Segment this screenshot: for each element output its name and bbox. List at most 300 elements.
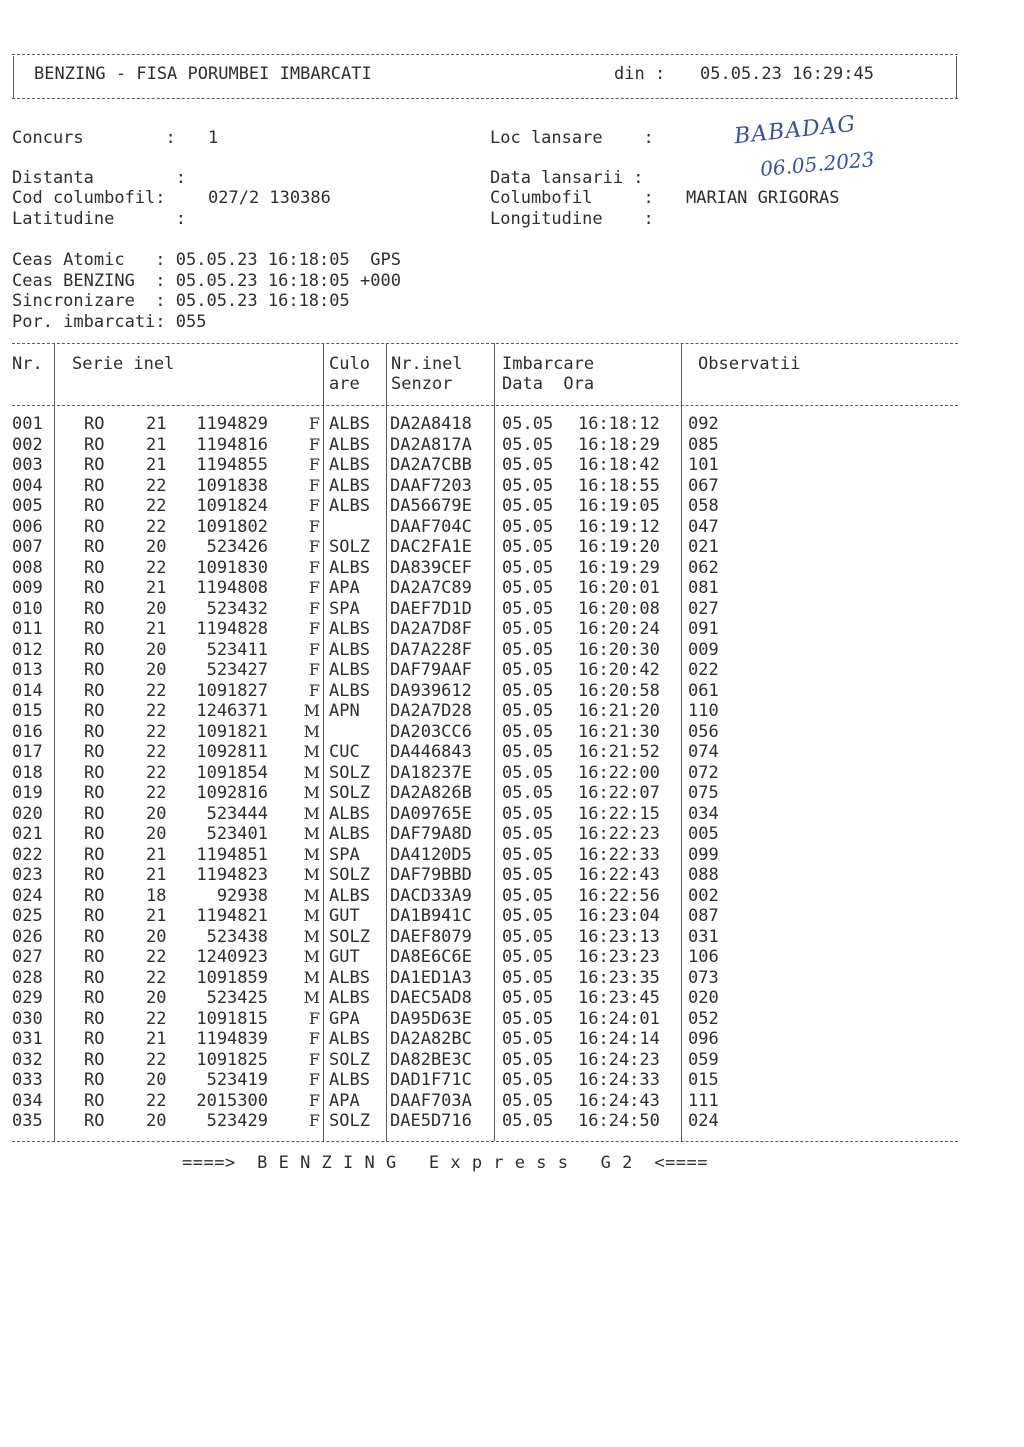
distanta-label: Distanta : xyxy=(12,168,186,188)
cell-an: 22 xyxy=(146,496,167,516)
cell-observatii: 056 xyxy=(688,721,719,742)
cell-nr: 019 xyxy=(12,783,43,803)
cell-culoare: ALBS xyxy=(329,639,370,660)
cell-ora: 16:24:43 xyxy=(578,1090,660,1111)
cell-senzor: DA2A826B xyxy=(390,783,472,803)
cell-observatii: 067 xyxy=(688,475,719,496)
cell-sex: F xyxy=(308,619,320,638)
cell-observatii: 087 xyxy=(688,906,719,926)
cell-sex: F xyxy=(308,475,320,495)
handwritten-date: 06.05.2023 xyxy=(759,147,876,181)
table-row xyxy=(0,804,1024,825)
cell-ora: 16:22:56 xyxy=(578,885,660,906)
cell-observatii: 015 xyxy=(688,1070,719,1090)
cell-observatii: 031 xyxy=(688,926,719,947)
cell-inel: 523427 xyxy=(206,660,268,680)
cell-ora: 16:22:43 xyxy=(578,865,660,885)
cell-data: 05.05 xyxy=(502,680,554,701)
cell-culoare: SOLZ xyxy=(329,762,370,783)
table-row xyxy=(0,496,1024,517)
cell-nr: 028 xyxy=(12,967,43,988)
cell-data: 05.05 xyxy=(502,516,554,537)
cell-sex: M xyxy=(303,824,320,843)
cell-culoare: ALBS xyxy=(329,475,370,496)
cell-culoare: ALBS xyxy=(329,619,370,639)
cell-culoare: SOLZ xyxy=(329,1049,370,1070)
cell-tara: RO xyxy=(84,557,105,578)
cell-sex: M xyxy=(303,885,320,905)
cell-ora: 16:23:35 xyxy=(578,967,660,988)
cell-sex: M xyxy=(303,762,320,782)
cell-inel: 1194821 xyxy=(196,906,268,926)
cell-sex: M xyxy=(303,988,320,1007)
cell-inel: 523432 xyxy=(206,598,268,619)
cell-tara: RO xyxy=(84,844,105,865)
cell-inel: 523419 xyxy=(206,1070,268,1090)
cell-culoare: SPA xyxy=(329,844,360,865)
cell-observatii: 058 xyxy=(688,496,719,516)
cell-data: 05.05 xyxy=(502,721,554,742)
cell-sex: F xyxy=(308,639,320,659)
table-header-rule xyxy=(12,405,958,406)
cell-senzor: DA7A228F xyxy=(390,639,472,660)
cell-an: 20 xyxy=(146,660,167,680)
cell-tara: RO xyxy=(84,455,105,475)
cell-ora: 16:19:05 xyxy=(578,496,660,516)
cell-data: 05.05 xyxy=(502,1111,554,1131)
cell-inel: 523425 xyxy=(206,988,268,1008)
cell-culoare: APA xyxy=(329,1090,360,1111)
table-row xyxy=(0,845,1024,866)
cell-nr: 005 xyxy=(12,496,43,516)
cell-nr: 026 xyxy=(12,926,43,947)
cell-nr: 011 xyxy=(12,619,43,639)
cell-culoare: GPA xyxy=(329,1008,360,1029)
cell-tara: RO xyxy=(84,926,105,947)
cell-sex: M xyxy=(303,742,320,761)
cell-observatii: 091 xyxy=(688,619,719,639)
cell-tara: RO xyxy=(84,1029,105,1049)
header-observatii: Observatii xyxy=(698,354,801,374)
cell-sex: M xyxy=(303,967,320,987)
cell-observatii: 099 xyxy=(688,844,719,865)
cell-senzor: DAF79BBD xyxy=(390,865,472,885)
cell-ora: 16:24:14 xyxy=(578,1029,660,1049)
table-row xyxy=(0,414,1024,435)
header-nr-inel: Nr.inel xyxy=(391,354,463,374)
cell-inel: 1194851 xyxy=(196,844,268,865)
table-row xyxy=(0,763,1024,784)
cell-an: 22 xyxy=(146,721,167,742)
table-row xyxy=(0,1009,1024,1030)
cell-ora: 16:22:15 xyxy=(578,803,660,824)
cell-senzor: DA1ED1A3 xyxy=(390,967,472,988)
cell-observatii: 052 xyxy=(688,1008,719,1029)
cell-senzor: DA2A7C89 xyxy=(390,578,472,598)
cell-observatii: 009 xyxy=(688,639,719,660)
cell-data: 05.05 xyxy=(502,639,554,660)
cell-inel: 523444 xyxy=(206,803,268,824)
cell-data: 05.05 xyxy=(502,885,554,906)
cell-inel: 1091821 xyxy=(196,721,268,742)
cell-sex: F xyxy=(308,1111,320,1130)
cell-culoare: SPA xyxy=(329,598,360,619)
cell-sex: M xyxy=(303,947,320,966)
cell-tara: RO xyxy=(84,619,105,639)
cell-ora: 16:23:13 xyxy=(578,926,660,947)
longitudine-label: Longitudine : xyxy=(490,209,654,229)
cell-nr: 024 xyxy=(12,885,43,906)
cell-data: 05.05 xyxy=(502,1008,554,1029)
cell-ora: 16:20:30 xyxy=(578,639,660,660)
cell-culoare: SOLZ xyxy=(329,537,370,557)
cell-data: 05.05 xyxy=(502,619,554,639)
cell-an: 21 xyxy=(146,619,167,639)
cell-senzor: DA4120D5 xyxy=(390,844,472,865)
cell-ora: 16:21:30 xyxy=(578,721,660,742)
footer-benzing-express: ====> B E N Z I N G E x p r e s s G 2 <==== xyxy=(182,1153,709,1173)
cell-observatii: 106 xyxy=(688,947,719,967)
cell-inel: 523426 xyxy=(206,537,268,557)
cell-ora: 16:22:07 xyxy=(578,783,660,803)
cell-nr: 010 xyxy=(12,598,43,619)
cell-data: 05.05 xyxy=(502,578,554,598)
cell-ora: 16:23:23 xyxy=(578,947,660,967)
cell-nr: 016 xyxy=(12,721,43,742)
document-title: BENZING - FISA PORUMBEI IMBARCATI xyxy=(34,64,372,84)
table-row xyxy=(0,1029,1024,1050)
table-row xyxy=(0,660,1024,681)
cell-ora: 16:19:29 xyxy=(578,557,660,578)
cell-senzor: DA939612 xyxy=(390,680,472,701)
cell-senzor: DAAF704C xyxy=(390,516,472,537)
cell-tara: RO xyxy=(84,885,105,906)
cell-an: 20 xyxy=(146,988,167,1008)
cell-culoare: ALBS xyxy=(329,803,370,824)
cell-data: 05.05 xyxy=(502,844,554,865)
cell-nr: 022 xyxy=(12,844,43,865)
cell-nr: 020 xyxy=(12,803,43,824)
cell-senzor: DA82BE3C xyxy=(390,1049,472,1070)
sincronizare-line: Sincronizare : 05.05.23 16:18:05 xyxy=(12,291,350,311)
cell-culoare: SOLZ xyxy=(329,926,370,947)
header-bottom-rule xyxy=(12,98,958,99)
cell-senzor: DA2A817A xyxy=(390,434,472,455)
table-row xyxy=(0,435,1024,456)
cell-sex: F xyxy=(308,496,320,515)
cell-ora: 16:24:33 xyxy=(578,1070,660,1090)
cell-an: 22 xyxy=(146,1008,167,1029)
cell-nr: 018 xyxy=(12,762,43,783)
cell-senzor: DAF79AAF xyxy=(390,660,472,680)
cell-tara: RO xyxy=(84,742,105,762)
header-nr: Nr. xyxy=(12,354,43,374)
cell-senzor: DA56679E xyxy=(390,496,472,516)
cell-nr: 033 xyxy=(12,1070,43,1090)
cell-ora: 16:24:23 xyxy=(578,1049,660,1070)
cell-inel: 1092811 xyxy=(196,742,268,762)
ceas-benzing-line: Ceas BENZING : 05.05.23 16:18:05 +000 xyxy=(12,271,401,291)
cell-culoare: ALBS xyxy=(329,660,370,680)
din-value: 05.05.23 16:29:45 xyxy=(700,64,874,84)
cell-observatii: 062 xyxy=(688,557,719,578)
table-body xyxy=(0,414,1024,1139)
cell-an: 20 xyxy=(146,803,167,824)
cell-nr: 007 xyxy=(12,537,43,557)
cell-nr: 021 xyxy=(12,824,43,844)
cell-ora: 16:18:55 xyxy=(578,475,660,496)
cell-inel: 1240923 xyxy=(196,947,268,967)
cell-senzor: DAAF703A xyxy=(390,1090,472,1111)
cell-tara: RO xyxy=(84,680,105,701)
cell-an: 21 xyxy=(146,578,167,598)
handwritten-location: BABADAG xyxy=(733,111,858,150)
cell-an: 22 xyxy=(146,967,167,988)
cell-sex: F xyxy=(308,598,320,618)
ceas-atomic-line: Ceas Atomic : 05.05.23 16:18:05 GPS xyxy=(12,250,401,270)
cell-ora: 16:20:24 xyxy=(578,619,660,639)
cell-senzor: DAEC5AD8 xyxy=(390,988,472,1008)
cell-ora: 16:20:08 xyxy=(578,598,660,619)
header-left-border xyxy=(13,56,14,98)
cell-ora: 16:18:29 xyxy=(578,434,660,455)
porumbei-imbarcati-line: Por. imbarcati: 055 xyxy=(12,312,207,332)
cell-an: 22 xyxy=(146,475,167,496)
cell-inel: 1091824 xyxy=(196,496,268,516)
cell-observatii: 020 xyxy=(688,988,719,1008)
cell-culoare: CUC xyxy=(329,742,360,762)
cell-inel: 523429 xyxy=(206,1111,268,1131)
header-culoare-2: are xyxy=(329,374,360,394)
cell-tara: RO xyxy=(84,721,105,742)
cell-sex: F xyxy=(308,455,320,474)
cell-tara: RO xyxy=(84,537,105,557)
table-row xyxy=(0,865,1024,886)
cell-culoare: GUT xyxy=(329,947,360,967)
cell-senzor: DA95D63E xyxy=(390,1008,472,1029)
cell-inel: 1194828 xyxy=(196,619,268,639)
cell-tara: RO xyxy=(84,434,105,455)
table-row xyxy=(0,1111,1024,1132)
cell-tara: RO xyxy=(84,783,105,803)
concurs-label: Concurs : xyxy=(12,128,176,148)
cell-tara: RO xyxy=(84,1070,105,1090)
cell-sex: F xyxy=(308,557,320,577)
cell-data: 05.05 xyxy=(502,537,554,557)
cell-tara: RO xyxy=(84,598,105,619)
cell-tara: RO xyxy=(84,660,105,680)
table-row xyxy=(0,988,1024,1009)
table-row xyxy=(0,1091,1024,1112)
cell-inel: 1091815 xyxy=(196,1008,268,1029)
cell-nr: 002 xyxy=(12,434,43,455)
cell-data: 05.05 xyxy=(502,496,554,516)
cell-tara: RO xyxy=(84,988,105,1008)
cell-observatii: 024 xyxy=(688,1111,719,1131)
cell-an: 20 xyxy=(146,537,167,557)
cell-an: 21 xyxy=(146,1029,167,1049)
cell-observatii: 096 xyxy=(688,1029,719,1049)
cell-an: 22 xyxy=(146,701,167,721)
cell-tara: RO xyxy=(84,578,105,598)
table-row xyxy=(0,906,1024,927)
cell-ora: 16:19:12 xyxy=(578,516,660,537)
cell-data: 05.05 xyxy=(502,475,554,496)
cell-observatii: 085 xyxy=(688,434,719,455)
table-row xyxy=(0,578,1024,599)
cell-an: 22 xyxy=(146,1049,167,1070)
cell-data: 05.05 xyxy=(502,414,554,434)
cell-inel: 1092816 xyxy=(196,783,268,803)
cell-nr: 004 xyxy=(12,475,43,496)
cell-observatii: 081 xyxy=(688,578,719,598)
cell-culoare: ALBS xyxy=(329,414,370,434)
cell-inel: 1194829 xyxy=(196,414,268,434)
cell-inel: 1194823 xyxy=(196,865,268,885)
cell-senzor: DAF79A8D xyxy=(390,824,472,844)
cell-sex: M xyxy=(303,721,320,741)
cell-observatii: 072 xyxy=(688,762,719,783)
cell-data: 05.05 xyxy=(502,824,554,844)
header-data-ora: Data Ora xyxy=(502,374,595,394)
cell-culoare: SOLZ xyxy=(329,1111,370,1131)
cell-tara: RO xyxy=(84,414,105,434)
cell-tara: RO xyxy=(84,947,105,967)
cell-an: 21 xyxy=(146,906,167,926)
cell-observatii: 059 xyxy=(688,1049,719,1070)
cell-culoare: GUT xyxy=(329,906,360,926)
cell-an: 22 xyxy=(146,516,167,537)
cell-data: 05.05 xyxy=(502,742,554,762)
cell-senzor: DA2A7CBB xyxy=(390,455,472,475)
cell-nr: 006 xyxy=(12,516,43,537)
data-lansarii-label: Data lansarii : xyxy=(490,168,644,188)
cell-senzor: DAE5D716 xyxy=(390,1111,472,1131)
cell-inel: 1246371 xyxy=(196,701,268,721)
cell-inel: 1091854 xyxy=(196,762,268,783)
cell-nr: 008 xyxy=(12,557,43,578)
cell-senzor: DAAF7203 xyxy=(390,475,472,496)
cell-inel: 92938 xyxy=(216,885,268,906)
cell-sex: M xyxy=(303,865,320,884)
cell-ora: 16:22:23 xyxy=(578,824,660,844)
cell-ora: 16:20:58 xyxy=(578,680,660,701)
cell-tara: RO xyxy=(84,967,105,988)
table-row xyxy=(0,927,1024,948)
cell-senzor: DA8E6C6E xyxy=(390,947,472,967)
cell-senzor: DA839CEF xyxy=(390,557,472,578)
cell-culoare: ALBS xyxy=(329,496,370,516)
table-row xyxy=(0,1070,1024,1091)
cell-observatii: 092 xyxy=(688,414,719,434)
cell-sex: F xyxy=(308,537,320,556)
cell-an: 20 xyxy=(146,926,167,947)
cell-culoare: ALBS xyxy=(329,967,370,988)
cell-culoare: ALBS xyxy=(329,557,370,578)
cell-an: 21 xyxy=(146,434,167,455)
table-row xyxy=(0,824,1024,845)
cell-an: 22 xyxy=(146,742,167,762)
cell-sex: F xyxy=(308,434,320,454)
cell-ora: 16:23:45 xyxy=(578,988,660,1008)
cell-nr: 032 xyxy=(12,1049,43,1070)
cell-nr: 013 xyxy=(12,660,43,680)
cell-sex: F xyxy=(308,1049,320,1069)
cell-sex: M xyxy=(303,803,320,823)
cell-an: 22 xyxy=(146,947,167,967)
cell-data: 05.05 xyxy=(502,557,554,578)
cell-inel: 523438 xyxy=(206,926,268,947)
cell-culoare: ALBS xyxy=(329,988,370,1008)
cell-data: 05.05 xyxy=(502,701,554,721)
columbofil-label: Columbofil : xyxy=(490,188,654,208)
cell-an: 20 xyxy=(146,1111,167,1131)
cell-data: 05.05 xyxy=(502,1049,554,1070)
cell-nr: 003 xyxy=(12,455,43,475)
cell-observatii: 027 xyxy=(688,598,719,619)
cell-senzor: DAC2FA1E xyxy=(390,537,472,557)
cell-data: 05.05 xyxy=(502,434,554,455)
cell-observatii: 061 xyxy=(688,680,719,701)
cell-data: 05.05 xyxy=(502,906,554,926)
table-bottom-rule xyxy=(12,1141,958,1142)
cell-sex: F xyxy=(308,680,320,700)
cell-tara: RO xyxy=(84,516,105,537)
cell-nr: 035 xyxy=(12,1111,43,1131)
cell-an: 20 xyxy=(146,824,167,844)
cell-culoare: ALBS xyxy=(329,824,370,844)
header-senzor: Senzor xyxy=(391,374,453,394)
cell-tara: RO xyxy=(84,1008,105,1029)
cell-nr: 027 xyxy=(12,947,43,967)
cell-senzor: DA446843 xyxy=(390,742,472,762)
cell-an: 22 xyxy=(146,783,167,803)
cell-data: 05.05 xyxy=(502,1090,554,1111)
cell-data: 05.05 xyxy=(502,967,554,988)
cell-an: 21 xyxy=(146,455,167,475)
cell-an: 20 xyxy=(146,1070,167,1090)
cell-observatii: 022 xyxy=(688,660,719,680)
cell-culoare: ALBS xyxy=(329,1070,370,1090)
cell-observatii: 088 xyxy=(688,865,719,885)
cell-senzor: DA2A8418 xyxy=(390,414,472,434)
cell-an: 21 xyxy=(146,414,167,434)
cell-observatii: 074 xyxy=(688,742,719,762)
cell-tara: RO xyxy=(84,1111,105,1131)
cell-nr: 012 xyxy=(12,639,43,660)
table-row xyxy=(0,947,1024,968)
cell-observatii: 110 xyxy=(688,701,719,721)
concurs-value: 1 xyxy=(208,128,219,148)
cell-an: 20 xyxy=(146,639,167,660)
cell-an: 22 xyxy=(146,680,167,701)
cell-senzor: DA2A82BC xyxy=(390,1029,472,1049)
table-row xyxy=(0,640,1024,661)
cell-nr: 001 xyxy=(12,414,43,434)
cell-an: 22 xyxy=(146,1090,167,1111)
cell-nr: 031 xyxy=(12,1029,43,1049)
table-top-rule xyxy=(12,343,958,344)
cell-sex: M xyxy=(303,783,320,802)
cell-culoare: ALBS xyxy=(329,434,370,455)
cell-ora: 16:24:01 xyxy=(578,1008,660,1029)
cell-observatii: 073 xyxy=(688,967,719,988)
cod-columbofil-value: 027/2 130386 xyxy=(208,188,331,208)
cell-inel: 1091827 xyxy=(196,680,268,701)
cell-data: 05.05 xyxy=(502,762,554,783)
cell-ora: 16:20:01 xyxy=(578,578,660,598)
table-row xyxy=(0,599,1024,620)
